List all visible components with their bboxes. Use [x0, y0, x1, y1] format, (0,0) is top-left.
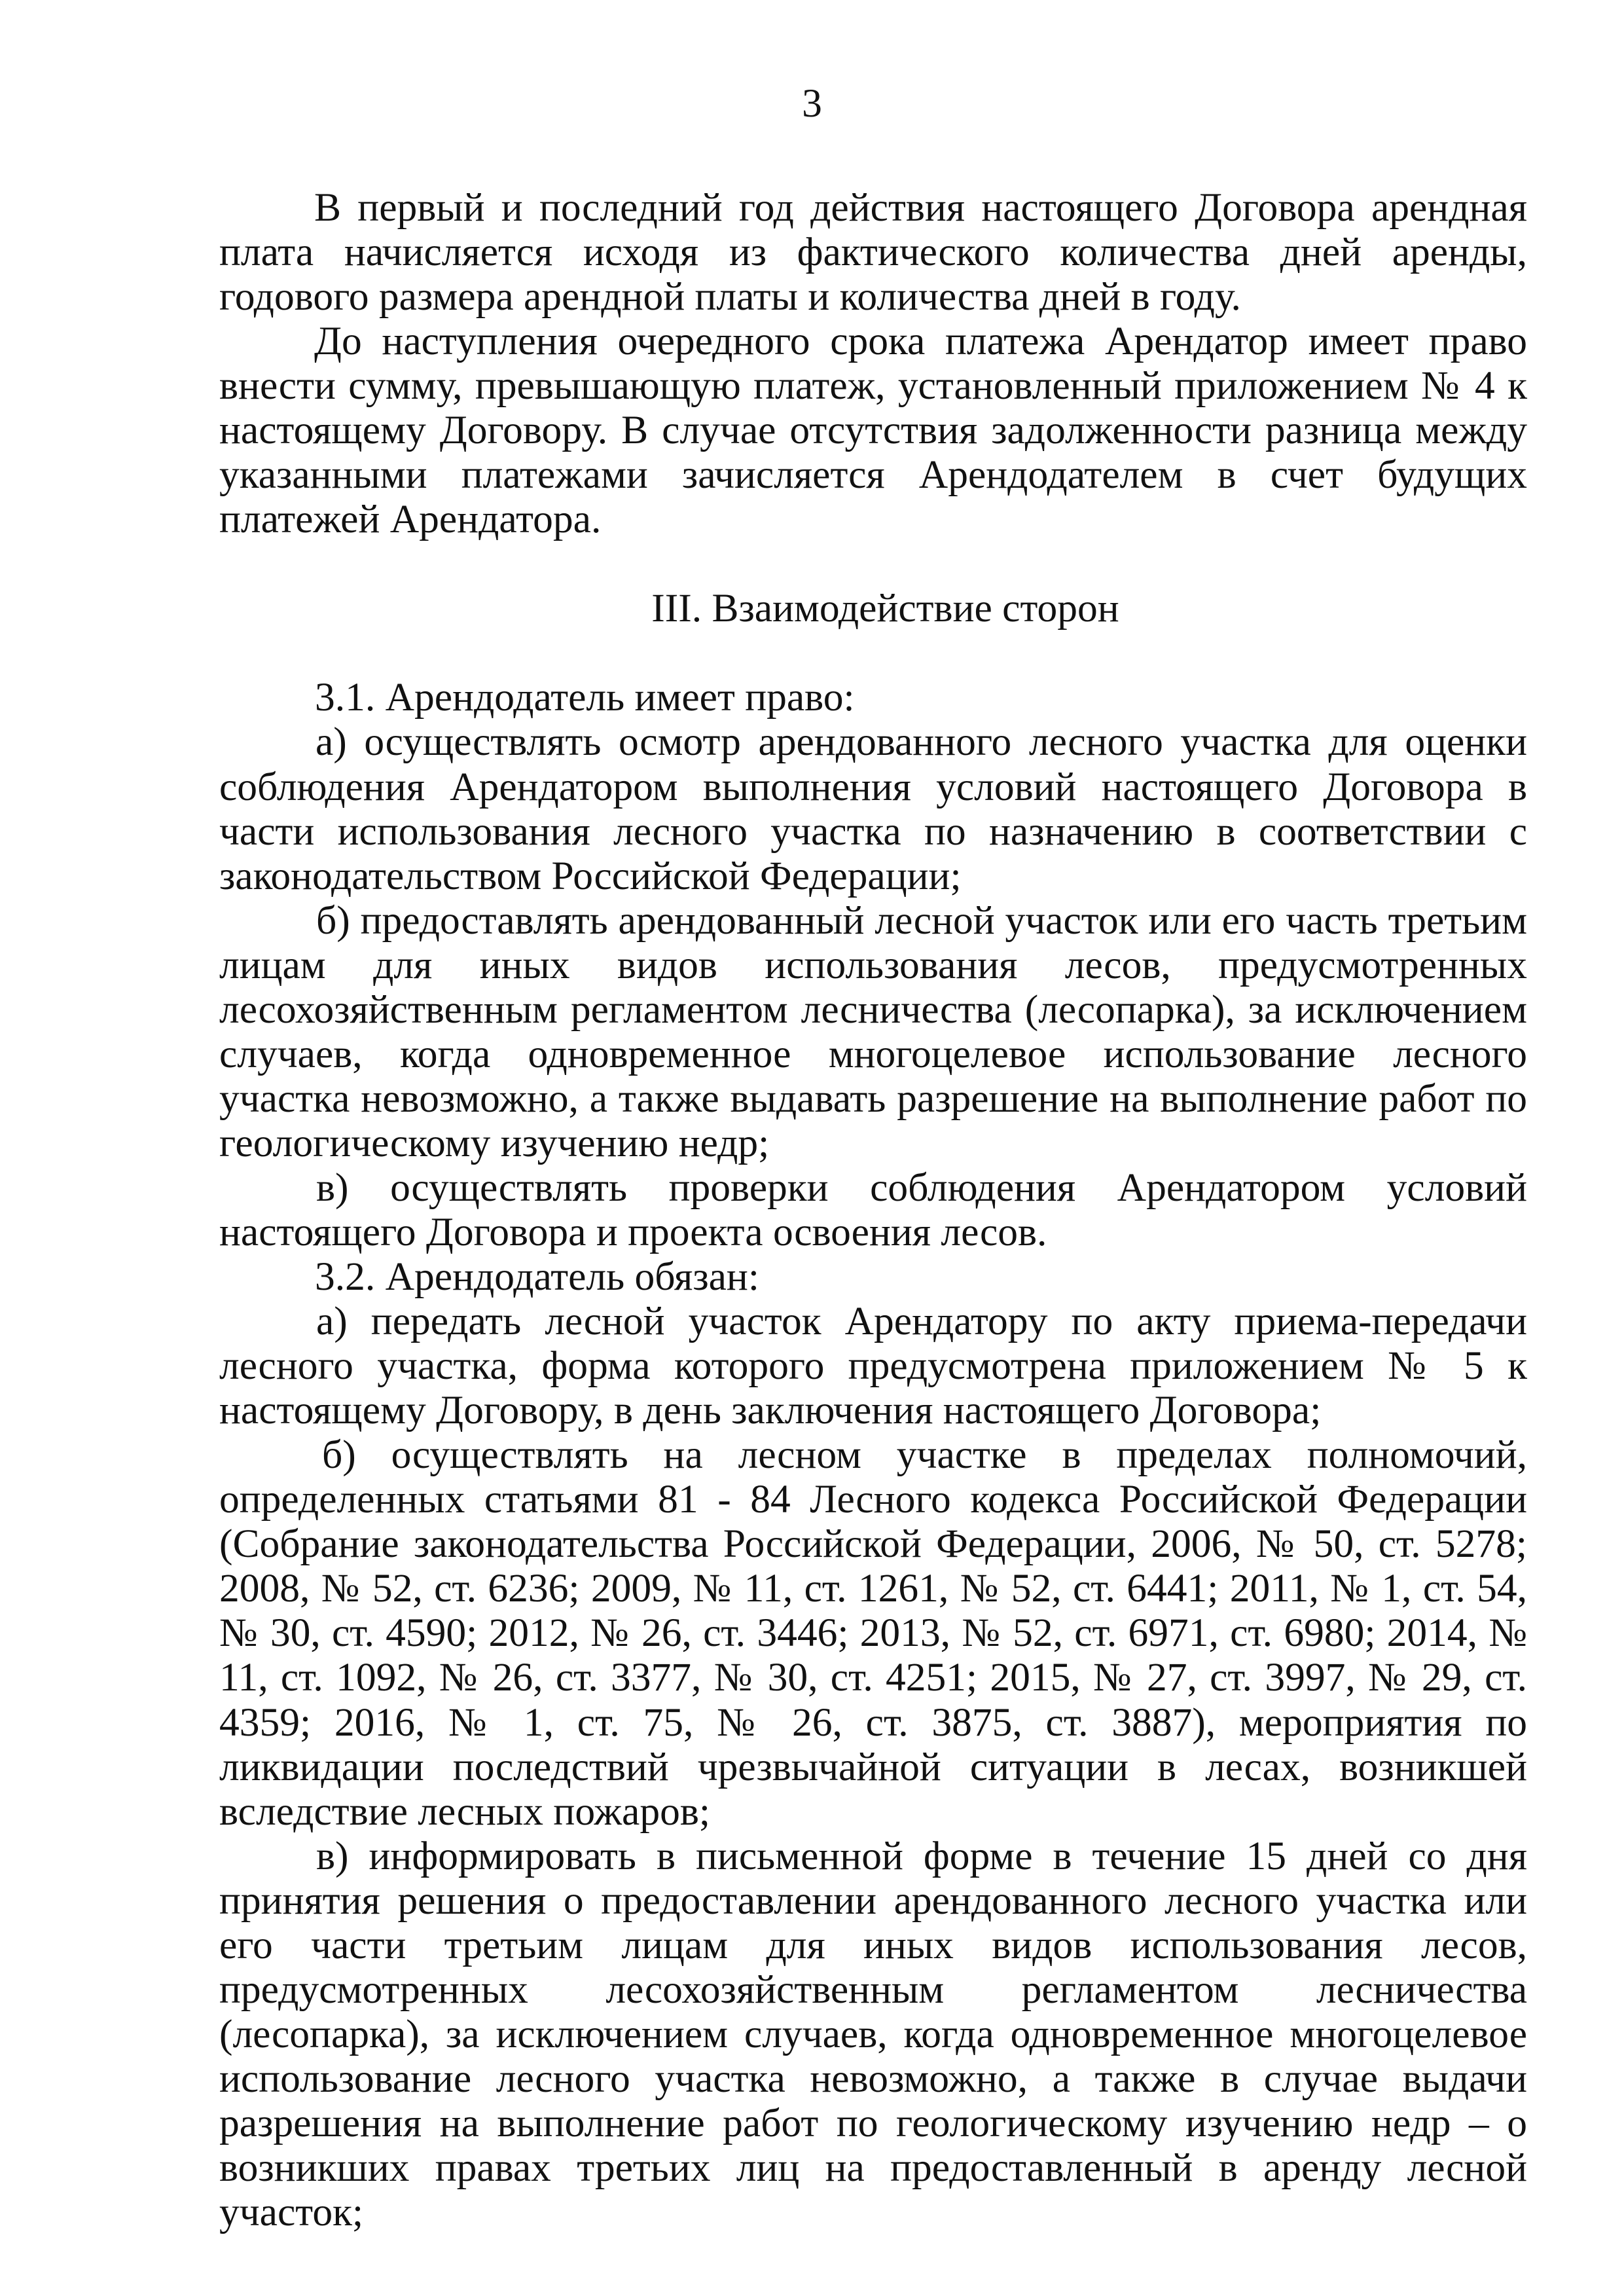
paragraph-first-last-year: В первый и последний год действия настоящего Договора арендная плата начисляется исходя из фактического количества дней аренды, годового размера арендной платы и количества дней в году.	[219, 185, 1527, 319]
clause-3-2-item-a: а) передать лесной участок Арендатору по акту приема-передачи лесного участка, форма которого предусмотрена приложением № 5 к настоящему Договору, в день заключения настоящего Договора;	[219, 1299, 1527, 1433]
spacer	[219, 541, 1527, 586]
clause-3-2-item-v: в) информировать в письменной форме в течение 15 дней со дня принятия решения о предоставлении арендованного лесного участка или его части третьим лицам для иных видов использования лесов, предусмотренных лесохозяйственным регламентом лесничества (лесопарка), за исключением случаев, когда одновременное многоцелевое использование лесного участка невозможно, а также в случае выдачи разрешения на выполнение работ по геологическому изучению недр – о возникших правах третьих лиц на предоставленный в аренду лесной участок;	[219, 1833, 1527, 2235]
page-number: 3	[802, 81, 822, 126]
clause-3-1-item-a: а) осуществлять осмотр арендованного лесного участка для оценки соблюдения Арендатором выполнения условий настоящего Договора в части использования лесного участка по назначению в соответствии с законодательством Российской Федерации;	[219, 720, 1527, 898]
document-body	[219, 185, 1527, 2234]
paragraph-early-payment: До наступления очередного срока платежа Арендатор имеет право внести сумму, превышающую платеж, установленный приложением № 4 к настоящему Договору. В случае отсутствия задолженности разница между указанными платежами зачисляется Арендодателем в счет будущих платежей Арендатора.	[219, 319, 1527, 542]
clause-3-1-item-b: б) предоставлять арендованный лесной участок или его часть третьим лицам для иных видов использования лесов, предусмотренных лесохозяйственным регламентом лесничества (лесопарка), за исключением случаев, когда одновременное многоцелевое использование лесного участка невозможно, а также выдавать разрешение на выполнение работ по геологическому изучению недр;	[219, 898, 1527, 1165]
clause-3-1-heading: 3.1. Арендодатель имеет право:	[315, 675, 855, 720]
clause-3-2-heading: 3.2. Арендодатель обязан:	[315, 1254, 759, 1300]
clause-3-2-item-b: б) осуществлять на лесном участке в пределах полномочий, определенных статьями 81 - 84 Лесного кодекса Российской Федерации (Собрание законодательства Российской Федерации, 2006, № 50, ст. 5278; 2008, № 52, ст. 6236; 2009, № 11, ст. 1261, № 52, ст. 6441; 2011, № 1, ст. 54, № 30, ст. 4590; 2012, № 26, ст. 3446; 2013, № 52, ст. 6971, ст. 6980; 2014, № 11, ст. 1092, № 26, ст. 3377, № 30, ст. 4251; 2015, № 27, ст. 3997, № 29, ст. 4359; 2016, № 1, ст. 75, № 26, ст. 3875, ст. 3887), мероприятия по ликвидации последствий чрезвычайной ситуации в лесах, возникшей вследствие лесных пожаров;	[219, 1432, 1527, 1834]
section-heading: III. Взаимодействие сторон	[651, 586, 1119, 631]
clause-3-1-item-v: в) осуществлять проверки соблюдения Арендатором условий настоящего Договора и проекта освоения лесов.	[219, 1165, 1527, 1254]
spacer	[219, 630, 1527, 675]
